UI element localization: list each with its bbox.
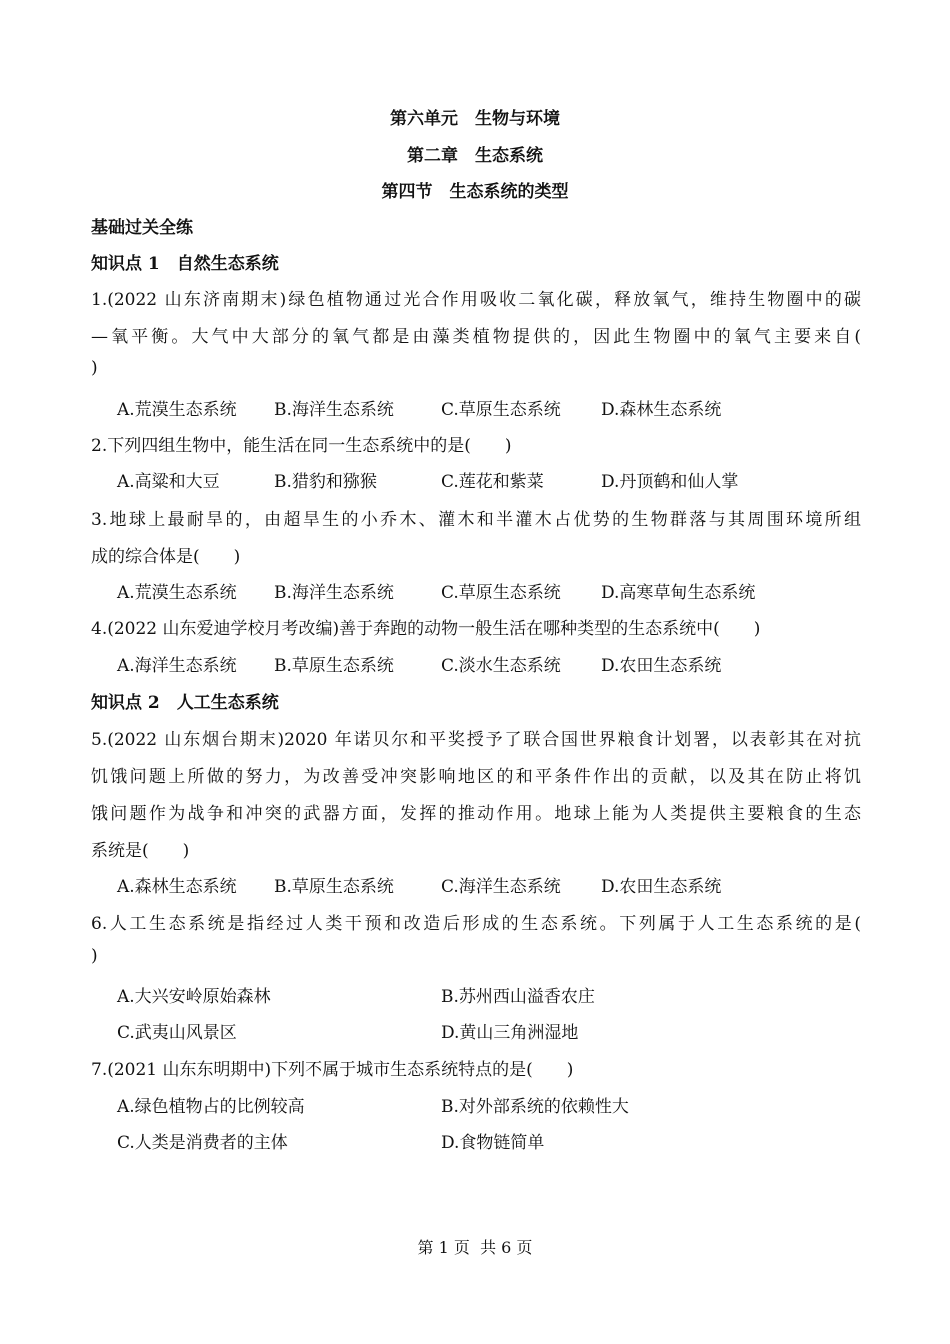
question-3-line-2: 成的综合体是( ) bbox=[91, 547, 241, 567]
question-4-option-d: D.农田生态系统 bbox=[601, 656, 722, 676]
question-7-option-d: D.食物链简单 bbox=[441, 1133, 545, 1153]
question-3-line-1: 3.地球上最耐旱的，由超旱生的小乔木、灌木和半灌木占优势的生物群落与其周围环境所组 bbox=[91, 510, 861, 530]
question-1-option-b: B.海洋生态系统 bbox=[274, 400, 394, 420]
question-5-option-d: D.农田生态系统 bbox=[601, 877, 722, 897]
question-1-line-2: —氧平衡。大气中大部分的氧气都是由藻类植物提供的，因此生物圈中的氧气主要来自( bbox=[91, 327, 861, 347]
question-5-option-a: A.森林生态系统 bbox=[117, 877, 237, 897]
question-1-option-c: C.草原生态系统 bbox=[441, 400, 561, 420]
question-1-option-a: A.荒漠生态系统 bbox=[117, 400, 237, 420]
unit-title: 第六单元 生物与环境 bbox=[390, 109, 560, 129]
question-5-line-1: 5.(2022 山东烟台期末)2020 年诺贝尔和平奖授予了联合国世界粮食计划署，以表彰其在对抗 bbox=[91, 730, 861, 750]
question-1-line-3: ) bbox=[91, 358, 98, 378]
question-5-line-3: 饿问题作为战争和冲突的武器方面，发挥的推动作用。地球上能为人类提供主要粮食的生态 bbox=[91, 804, 861, 824]
knowledge-point-1-heading: 知识点 1 自然生态系统 bbox=[91, 254, 279, 274]
question-7-option-c: C.人类是消费者的主体 bbox=[117, 1133, 288, 1153]
question-2-option-d: D.丹顶鹤和仙人掌 bbox=[601, 472, 739, 492]
practice-heading: 基础过关全练 bbox=[91, 218, 193, 238]
question-6-option-c: C.武夷山风景区 bbox=[117, 1023, 237, 1043]
question-5-option-c: C.海洋生态系统 bbox=[441, 877, 561, 897]
question-2-option-c: C.莲花和紫菜 bbox=[441, 472, 544, 492]
question-4-line-1: 4.(2022 山东爱迪学校月考改编)善于奔跑的动物一般生活在哪种类型的生态系统中( ) bbox=[91, 619, 761, 639]
question-1-option-d: D.森林生态系统 bbox=[601, 400, 722, 420]
page-footer: 第 1 页 共 6 页 bbox=[417, 1238, 533, 1257]
question-6-line-2: ) bbox=[91, 946, 98, 966]
question-7-option-a: A.绿色植物占的比例较高 bbox=[117, 1097, 305, 1117]
question-7-line-1: 7.(2021 山东东明期中)下列不属于城市生态系统特点的是( ) bbox=[91, 1060, 574, 1080]
question-3-option-c: C.草原生态系统 bbox=[441, 583, 561, 603]
question-6-option-d: D.黄山三角洲湿地 bbox=[441, 1023, 579, 1043]
question-5-line-4: 系统是( ) bbox=[91, 841, 190, 861]
section-title: 第四节 生态系统的类型 bbox=[381, 182, 569, 202]
question-2-option-a: A.高粱和大豆 bbox=[117, 472, 220, 492]
question-4-option-c: C.淡水生态系统 bbox=[441, 656, 561, 676]
knowledge-point-2-heading: 知识点 2 人工生态系统 bbox=[91, 693, 279, 713]
question-7-option-b: B.对外部系统的依赖性大 bbox=[441, 1097, 629, 1117]
question-3-option-b: B.海洋生态系统 bbox=[274, 583, 394, 603]
question-1-line-1: 1.(2022 山东济南期末)绿色植物通过光合作用吸收二氧化碳，释放氧气，维持生物圈中的碳 bbox=[91, 290, 861, 310]
question-2-option-b: B.猎豹和猕猴 bbox=[274, 472, 377, 492]
question-2-line-1: 2.下列四组生物中，能生活在同一生态系统中的是( ) bbox=[91, 436, 512, 456]
question-6-option-a: A.大兴安岭原始森林 bbox=[117, 987, 271, 1007]
question-5-line-2: 饥饿问题上所做的努力，为改善受冲突影响地区的和平条件作出的贡献，以及其在防止将饥 bbox=[91, 767, 861, 787]
question-4-option-b: B.草原生态系统 bbox=[274, 656, 394, 676]
question-3-option-a: A.荒漠生态系统 bbox=[117, 583, 237, 603]
question-5-option-b: B.草原生态系统 bbox=[274, 877, 394, 897]
chapter-title: 第二章 生态系统 bbox=[407, 146, 543, 166]
question-4-option-a: A.海洋生态系统 bbox=[117, 656, 237, 676]
question-6-line-1: 6.人工生态系统是指经过人类干预和改造后形成的生态系统。下列属于人工生态系统的是( bbox=[91, 914, 861, 934]
question-6-option-b: B.苏州西山溢香农庄 bbox=[441, 987, 595, 1007]
question-3-option-d: D.高寒草甸生态系统 bbox=[601, 583, 756, 603]
